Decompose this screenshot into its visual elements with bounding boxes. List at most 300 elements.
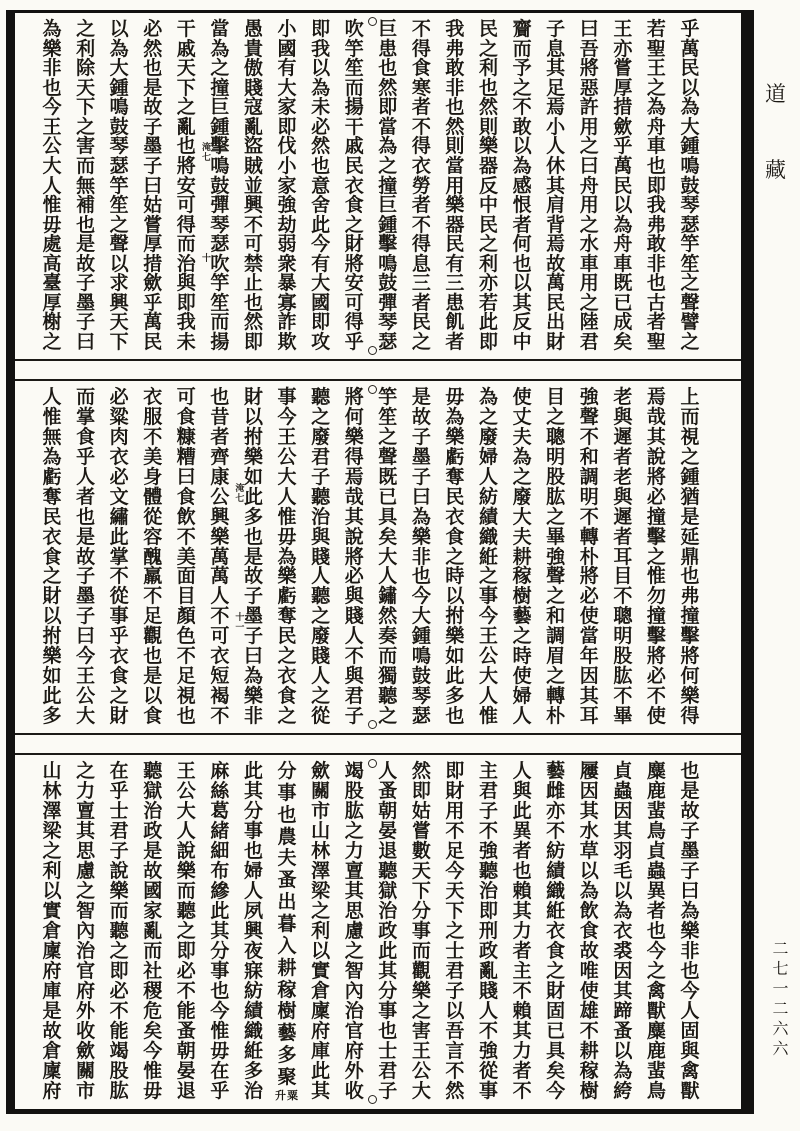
glyph: 此 xyxy=(311,213,331,236)
glyph: 歛 xyxy=(613,115,633,138)
glyph: 鍾 xyxy=(411,625,431,648)
glyph: 山 xyxy=(42,760,62,782)
text-column xyxy=(507,762,537,1101)
glyph: 愚 xyxy=(243,18,263,40)
glyph: 不 xyxy=(512,96,532,119)
glyph: 曰 xyxy=(411,485,431,508)
column-area-upper xyxy=(37,20,705,352)
glyph: 強 xyxy=(479,840,499,862)
glyph: 也 xyxy=(646,154,666,177)
glyph: 姑 xyxy=(411,800,431,822)
glyph: 人 xyxy=(76,465,96,488)
glyph: 三 xyxy=(445,272,465,295)
glyph: 也 xyxy=(378,57,398,80)
glyph: 社 xyxy=(143,960,163,982)
glyph: 士 xyxy=(109,800,129,822)
glyph: 反 xyxy=(512,311,532,334)
glyph: 意 xyxy=(311,174,331,197)
glyph: 也 xyxy=(680,760,700,782)
glyph: 強 xyxy=(546,545,566,568)
glyph: 安 xyxy=(176,174,196,197)
glyph: 民 xyxy=(445,233,465,256)
glyph: 耳 xyxy=(579,705,599,727)
glyph: 不 xyxy=(445,1060,465,1082)
glyph: 當 xyxy=(579,625,599,648)
glyph: 廩 xyxy=(42,1060,62,1082)
glyph: 公 xyxy=(411,1060,431,1082)
glyph: 民 xyxy=(277,625,297,648)
glyph: 分 xyxy=(277,760,297,782)
glyph: 與 xyxy=(680,1040,700,1062)
glyph: 也 xyxy=(210,980,230,1002)
glyph: 矣 xyxy=(613,331,633,353)
glyph: 然 xyxy=(378,605,398,628)
glyph: 縿 xyxy=(210,880,230,902)
glyph: 也 xyxy=(445,96,465,119)
glyph: 可 xyxy=(176,194,196,217)
glyph: 人 xyxy=(243,880,263,902)
glyph: 鳴 xyxy=(109,96,129,119)
glyph: 者 xyxy=(411,96,431,119)
glyph: 年 xyxy=(579,645,599,668)
glyph: 虧 xyxy=(277,585,297,608)
glyph: 之 xyxy=(546,505,566,528)
glyph: 必 xyxy=(646,485,666,508)
glyph: 矣 xyxy=(378,525,398,548)
glyph: 貞 xyxy=(613,760,633,782)
glyph: 非 xyxy=(411,545,431,568)
glyph: 者 xyxy=(613,445,633,468)
glyph: 揚 xyxy=(210,331,230,353)
glyph: 不 xyxy=(479,1020,499,1042)
glyph: 興 xyxy=(210,505,230,528)
text-column xyxy=(608,20,638,352)
glyph: 除 xyxy=(76,57,96,80)
glyph: 蚤 xyxy=(378,780,398,802)
glyph: 轉 xyxy=(579,525,599,548)
glyph: 家 xyxy=(277,174,297,197)
glyph: 其 xyxy=(546,174,566,197)
glyph: 肱 xyxy=(613,665,633,688)
glyph: 劫 xyxy=(277,213,297,236)
glyph: 分 xyxy=(411,900,431,922)
glyph: 容 xyxy=(143,525,163,548)
glyph: 人 xyxy=(378,760,398,782)
glyph: 以 xyxy=(512,135,532,158)
glyph: 得 xyxy=(680,705,700,727)
glyph: 必 xyxy=(344,565,364,588)
glyph: 此 xyxy=(311,1060,331,1082)
glyph: 異 xyxy=(512,820,532,842)
glyph: 不 xyxy=(109,1000,129,1022)
glyph: 絍 xyxy=(243,1040,263,1062)
glyph: 毋 xyxy=(445,386,465,408)
glyph: 具 xyxy=(378,505,398,528)
glyph: 害 xyxy=(76,135,96,158)
glyph: 夫 xyxy=(277,847,297,870)
glyph: 雄 xyxy=(579,1000,599,1022)
glyph: 撞 xyxy=(680,605,700,628)
glyph: 王 xyxy=(176,760,196,782)
glyph: 以 xyxy=(311,940,331,962)
glyph: 不 xyxy=(210,605,230,628)
text-column xyxy=(238,388,268,726)
glyph: 以 xyxy=(109,18,129,40)
glyph: 曰 xyxy=(176,465,196,488)
text-column xyxy=(406,762,436,1101)
text-column xyxy=(373,762,403,1101)
glyph: 然 xyxy=(243,311,263,334)
glyph: 撞 xyxy=(646,605,666,628)
glyph: 者 xyxy=(512,840,532,862)
glyph: 絍 xyxy=(546,900,566,922)
glyph: 股 xyxy=(109,1060,129,1082)
glyph: 如 xyxy=(243,465,263,488)
glyph: 大 xyxy=(479,665,499,688)
glyph: 勿 xyxy=(646,585,666,608)
glyph: 體 xyxy=(143,485,163,508)
glyph: 人 xyxy=(479,685,499,708)
glyph: 晏 xyxy=(176,1060,196,1082)
glyph: 倉 xyxy=(311,980,331,1002)
glyph: 將 xyxy=(176,154,196,177)
glyph: 瑟 xyxy=(680,213,700,236)
glyph: 而 xyxy=(76,386,96,408)
glyph: 是 xyxy=(143,840,163,862)
glyph: 廢 xyxy=(311,425,331,448)
glyph: 賤 xyxy=(479,980,499,1002)
glyph: 人 xyxy=(512,760,532,782)
glyph: 可 xyxy=(176,386,196,408)
glyph: 用 xyxy=(445,174,465,197)
glyph: 調 xyxy=(579,465,599,488)
glyph: 蹄 xyxy=(613,1000,633,1022)
glyph: 君 xyxy=(378,1060,398,1082)
glyph: 貞 xyxy=(646,840,666,862)
glyph: 不 xyxy=(176,645,196,668)
glyph: 亂 xyxy=(176,115,196,138)
glyph: 也 xyxy=(680,565,700,588)
glyph: 是 xyxy=(76,525,96,548)
text-column xyxy=(104,762,134,1101)
text-column xyxy=(171,762,201,1101)
glyph: 治 xyxy=(76,940,96,962)
glyph: 事 xyxy=(243,820,263,842)
glyph: 鍾 xyxy=(109,76,129,99)
glyph: 下 xyxy=(76,96,96,119)
glyph: 擊 xyxy=(646,525,666,548)
glyph: 思 xyxy=(76,840,96,862)
collation-mark: 十 一 xyxy=(235,613,245,634)
glyph: 稼 xyxy=(277,978,297,1001)
glyph: 嘗 xyxy=(613,57,633,80)
glyph: 也 xyxy=(311,154,331,177)
glyph: 而 xyxy=(109,900,129,922)
glyph: 天 xyxy=(76,76,96,99)
glyph: 食 xyxy=(76,425,96,448)
glyph: 之 xyxy=(579,291,599,314)
glyph: 為 xyxy=(277,545,297,568)
glyph: 丈 xyxy=(512,405,532,428)
glyph: 已 xyxy=(613,291,633,314)
glyph: 人 xyxy=(479,465,499,488)
glyph: 惟 xyxy=(479,705,499,727)
glyph: 齊 xyxy=(210,445,230,468)
glyph: 舟 xyxy=(579,174,599,197)
glyph: 子 xyxy=(445,980,465,1002)
glyph: 戚 xyxy=(344,135,364,158)
glyph: 服 xyxy=(143,405,163,428)
glyph: 目 xyxy=(546,386,566,408)
glyph: 今 xyxy=(76,645,96,668)
glyph: 樂 xyxy=(445,425,465,448)
glyph: 其 xyxy=(243,780,263,802)
text-column xyxy=(474,762,504,1101)
glyph: 琴 xyxy=(680,194,700,217)
glyph: 今 xyxy=(42,96,62,119)
glyph: 惟 xyxy=(42,194,62,217)
glyph: 雌 xyxy=(546,780,566,802)
glyph: 而 xyxy=(210,311,230,334)
glyph: 入 xyxy=(277,934,297,957)
glyph: 人 xyxy=(277,485,297,508)
glyph: 巨 xyxy=(378,18,398,40)
glyph: 琴 xyxy=(378,311,398,334)
glyph: 今 xyxy=(311,233,331,256)
glyph: 惟 xyxy=(42,405,62,428)
glyph: 瑟 xyxy=(109,154,129,177)
glyph: 聽 xyxy=(479,860,499,882)
glyph: 將 xyxy=(680,645,700,668)
glyph: 士 xyxy=(378,1040,398,1062)
glyph: 故 xyxy=(579,940,599,962)
glyph: 以 xyxy=(42,605,62,628)
glyph: 庫 xyxy=(42,980,62,1002)
glyph: 粱 xyxy=(109,405,129,428)
glyph: 老 xyxy=(613,465,633,488)
glyph: 也 xyxy=(243,840,263,862)
glyph: 樂 xyxy=(445,194,465,217)
glyph: 之 xyxy=(512,76,532,99)
glyph: 財 xyxy=(445,780,465,802)
glyph: 子 xyxy=(546,18,566,40)
glyph: 家 xyxy=(143,900,163,922)
glyph: 民 xyxy=(479,18,499,40)
glyph: 衣 xyxy=(277,665,297,688)
text-column xyxy=(138,20,168,352)
glyph: 衣 xyxy=(143,386,163,408)
glyph: 樂 xyxy=(109,880,129,902)
glyph: 吹 xyxy=(210,252,230,275)
glyph: 將 xyxy=(646,645,666,668)
glyph: 不 xyxy=(579,1020,599,1042)
text-column xyxy=(37,20,67,352)
glyph: 竭 xyxy=(109,1040,129,1062)
glyph: 當 xyxy=(378,115,398,138)
glyph: 也 xyxy=(76,505,96,528)
glyph: 撞 xyxy=(378,174,398,197)
glyph: 必 xyxy=(143,18,163,40)
glyph: 以 xyxy=(613,194,633,217)
glyph: 以 xyxy=(143,685,163,708)
page-number: 二七一二六六 xyxy=(770,940,789,1060)
glyph: 使 xyxy=(579,605,599,628)
glyph: 賤 xyxy=(243,76,263,99)
glyph: 矣 xyxy=(546,1060,566,1082)
glyph: 為 xyxy=(109,37,129,60)
glyph: 使 xyxy=(646,705,666,727)
glyph: 使 xyxy=(512,386,532,408)
glyph: 以 xyxy=(579,860,599,882)
glyph: 其 xyxy=(512,291,532,314)
glyph: 大 xyxy=(277,465,297,488)
glyph: 廢 xyxy=(512,485,532,508)
glyph: 之 xyxy=(378,154,398,177)
glyph: 禽 xyxy=(680,1060,700,1082)
glyph: 衣 xyxy=(42,525,62,548)
glyph: 聖 xyxy=(646,37,666,60)
glyph: 然 xyxy=(411,760,431,782)
glyph: 以 xyxy=(243,405,263,428)
glyph: 萬 xyxy=(613,154,633,177)
glyph: 故 xyxy=(76,545,96,568)
glyph: 之 xyxy=(680,445,700,468)
glyph: 明 xyxy=(613,625,633,648)
glyph: 蚤 xyxy=(613,1020,633,1042)
glyph: 嘗 xyxy=(411,820,431,842)
glyph: 當 xyxy=(445,154,465,177)
glyph: 可 xyxy=(344,291,364,314)
glyph: 非 xyxy=(646,252,666,275)
glyph: 惟 xyxy=(210,1020,230,1042)
glyph: 將 xyxy=(579,565,599,588)
glyph: 子 xyxy=(143,115,163,138)
glyph: 可 xyxy=(210,625,230,648)
text-frame-border xyxy=(6,10,754,1114)
glyph: 事 xyxy=(210,960,230,982)
glyph: 樂 xyxy=(411,980,431,1002)
glyph: 聽 xyxy=(311,386,331,408)
glyph: 子 xyxy=(109,840,129,862)
glyph: 為 xyxy=(613,900,633,922)
glyph: 車 xyxy=(579,252,599,275)
glyph: 吾 xyxy=(445,1020,465,1042)
glyph: 老 xyxy=(613,386,633,408)
glyph: 也 xyxy=(512,252,532,275)
glyph: 實 xyxy=(311,960,331,982)
glyph: 事 xyxy=(378,1000,398,1022)
glyph: 收 xyxy=(76,1020,96,1042)
glyph: 具 xyxy=(546,1040,566,1062)
glyph: 以 xyxy=(512,272,532,295)
text-column xyxy=(205,20,235,352)
glyph: 之 xyxy=(680,331,700,353)
glyph: 弗 xyxy=(680,585,700,608)
glyph: 鹿 xyxy=(646,780,666,802)
glyph: 也 xyxy=(378,1020,398,1042)
glyph: 焉 xyxy=(344,465,364,488)
glyph: 說 xyxy=(176,840,196,862)
glyph: 之 xyxy=(42,565,62,588)
text-column xyxy=(306,20,336,352)
glyph: 細 xyxy=(210,840,230,862)
glyph: 何 xyxy=(344,405,364,428)
glyph: 耳 xyxy=(613,545,633,568)
glyph: 不 xyxy=(243,213,263,236)
glyph: 即 xyxy=(479,331,499,353)
glyph: 毛 xyxy=(613,860,633,882)
glyph: 林 xyxy=(311,840,331,862)
glyph: 屨 xyxy=(579,760,599,782)
glyph: 市 xyxy=(311,800,331,822)
glyph: 故 xyxy=(411,405,431,428)
canon-title-daozang xyxy=(765,84,786,181)
glyph: 能 xyxy=(109,1020,129,1042)
glyph: 慮 xyxy=(76,860,96,882)
glyph: 為 xyxy=(512,154,532,177)
glyph: 聲 xyxy=(378,445,398,468)
glyph: 故 xyxy=(76,252,96,275)
glyph: 必 xyxy=(109,465,129,488)
glyph: 干 xyxy=(344,115,364,138)
glyph: 關 xyxy=(76,1060,96,1082)
glyph: 樂 xyxy=(243,685,263,708)
glyph: 視 xyxy=(680,425,700,448)
glyph: 財 xyxy=(546,980,566,1002)
glyph: 獄 xyxy=(143,780,163,802)
glyph: 將 xyxy=(344,252,364,275)
glyph: 水 xyxy=(579,820,599,842)
glyph: 處 xyxy=(42,233,62,256)
glyph: 之 xyxy=(479,405,499,428)
glyph: 裘 xyxy=(613,940,633,962)
glyph: 矣 xyxy=(143,1020,163,1042)
glyph: 蜚 xyxy=(646,1060,666,1082)
glyph: 敢 xyxy=(512,115,532,138)
glyph: 聚 xyxy=(277,1066,297,1089)
glyph: 褐 xyxy=(210,685,230,708)
glyph: 天 xyxy=(176,57,196,80)
glyph: 利 xyxy=(42,860,62,882)
glyph: 即 xyxy=(646,174,666,197)
glyph: 倉 xyxy=(42,1040,62,1062)
glyph: 子 xyxy=(76,565,96,588)
glyph: 乎 xyxy=(109,780,129,802)
glyph: 食 xyxy=(411,57,431,80)
glyph: 者 xyxy=(512,940,532,962)
glyph: 力 xyxy=(344,840,364,862)
glyph: 求 xyxy=(109,272,129,295)
glyph: 織 xyxy=(479,525,499,548)
text-column xyxy=(138,388,168,726)
glyph: 即 xyxy=(445,760,465,782)
glyph: 不 xyxy=(411,213,431,236)
glyph: 也 xyxy=(479,76,499,99)
glyph: 之 xyxy=(76,880,96,902)
glyph: 關 xyxy=(311,780,331,802)
glyph: 梁 xyxy=(311,880,331,902)
glyph: 政 xyxy=(378,920,398,942)
glyph: 子 xyxy=(411,465,431,488)
glyph: 之 xyxy=(512,465,532,488)
glyph: 食 xyxy=(344,194,364,217)
glyph: 與 xyxy=(512,780,532,802)
glyph: 美 xyxy=(176,545,196,568)
glyph: 衣 xyxy=(109,645,129,668)
glyph: 王 xyxy=(76,665,96,688)
glyph: 國 xyxy=(311,291,331,314)
text-column xyxy=(641,388,671,726)
